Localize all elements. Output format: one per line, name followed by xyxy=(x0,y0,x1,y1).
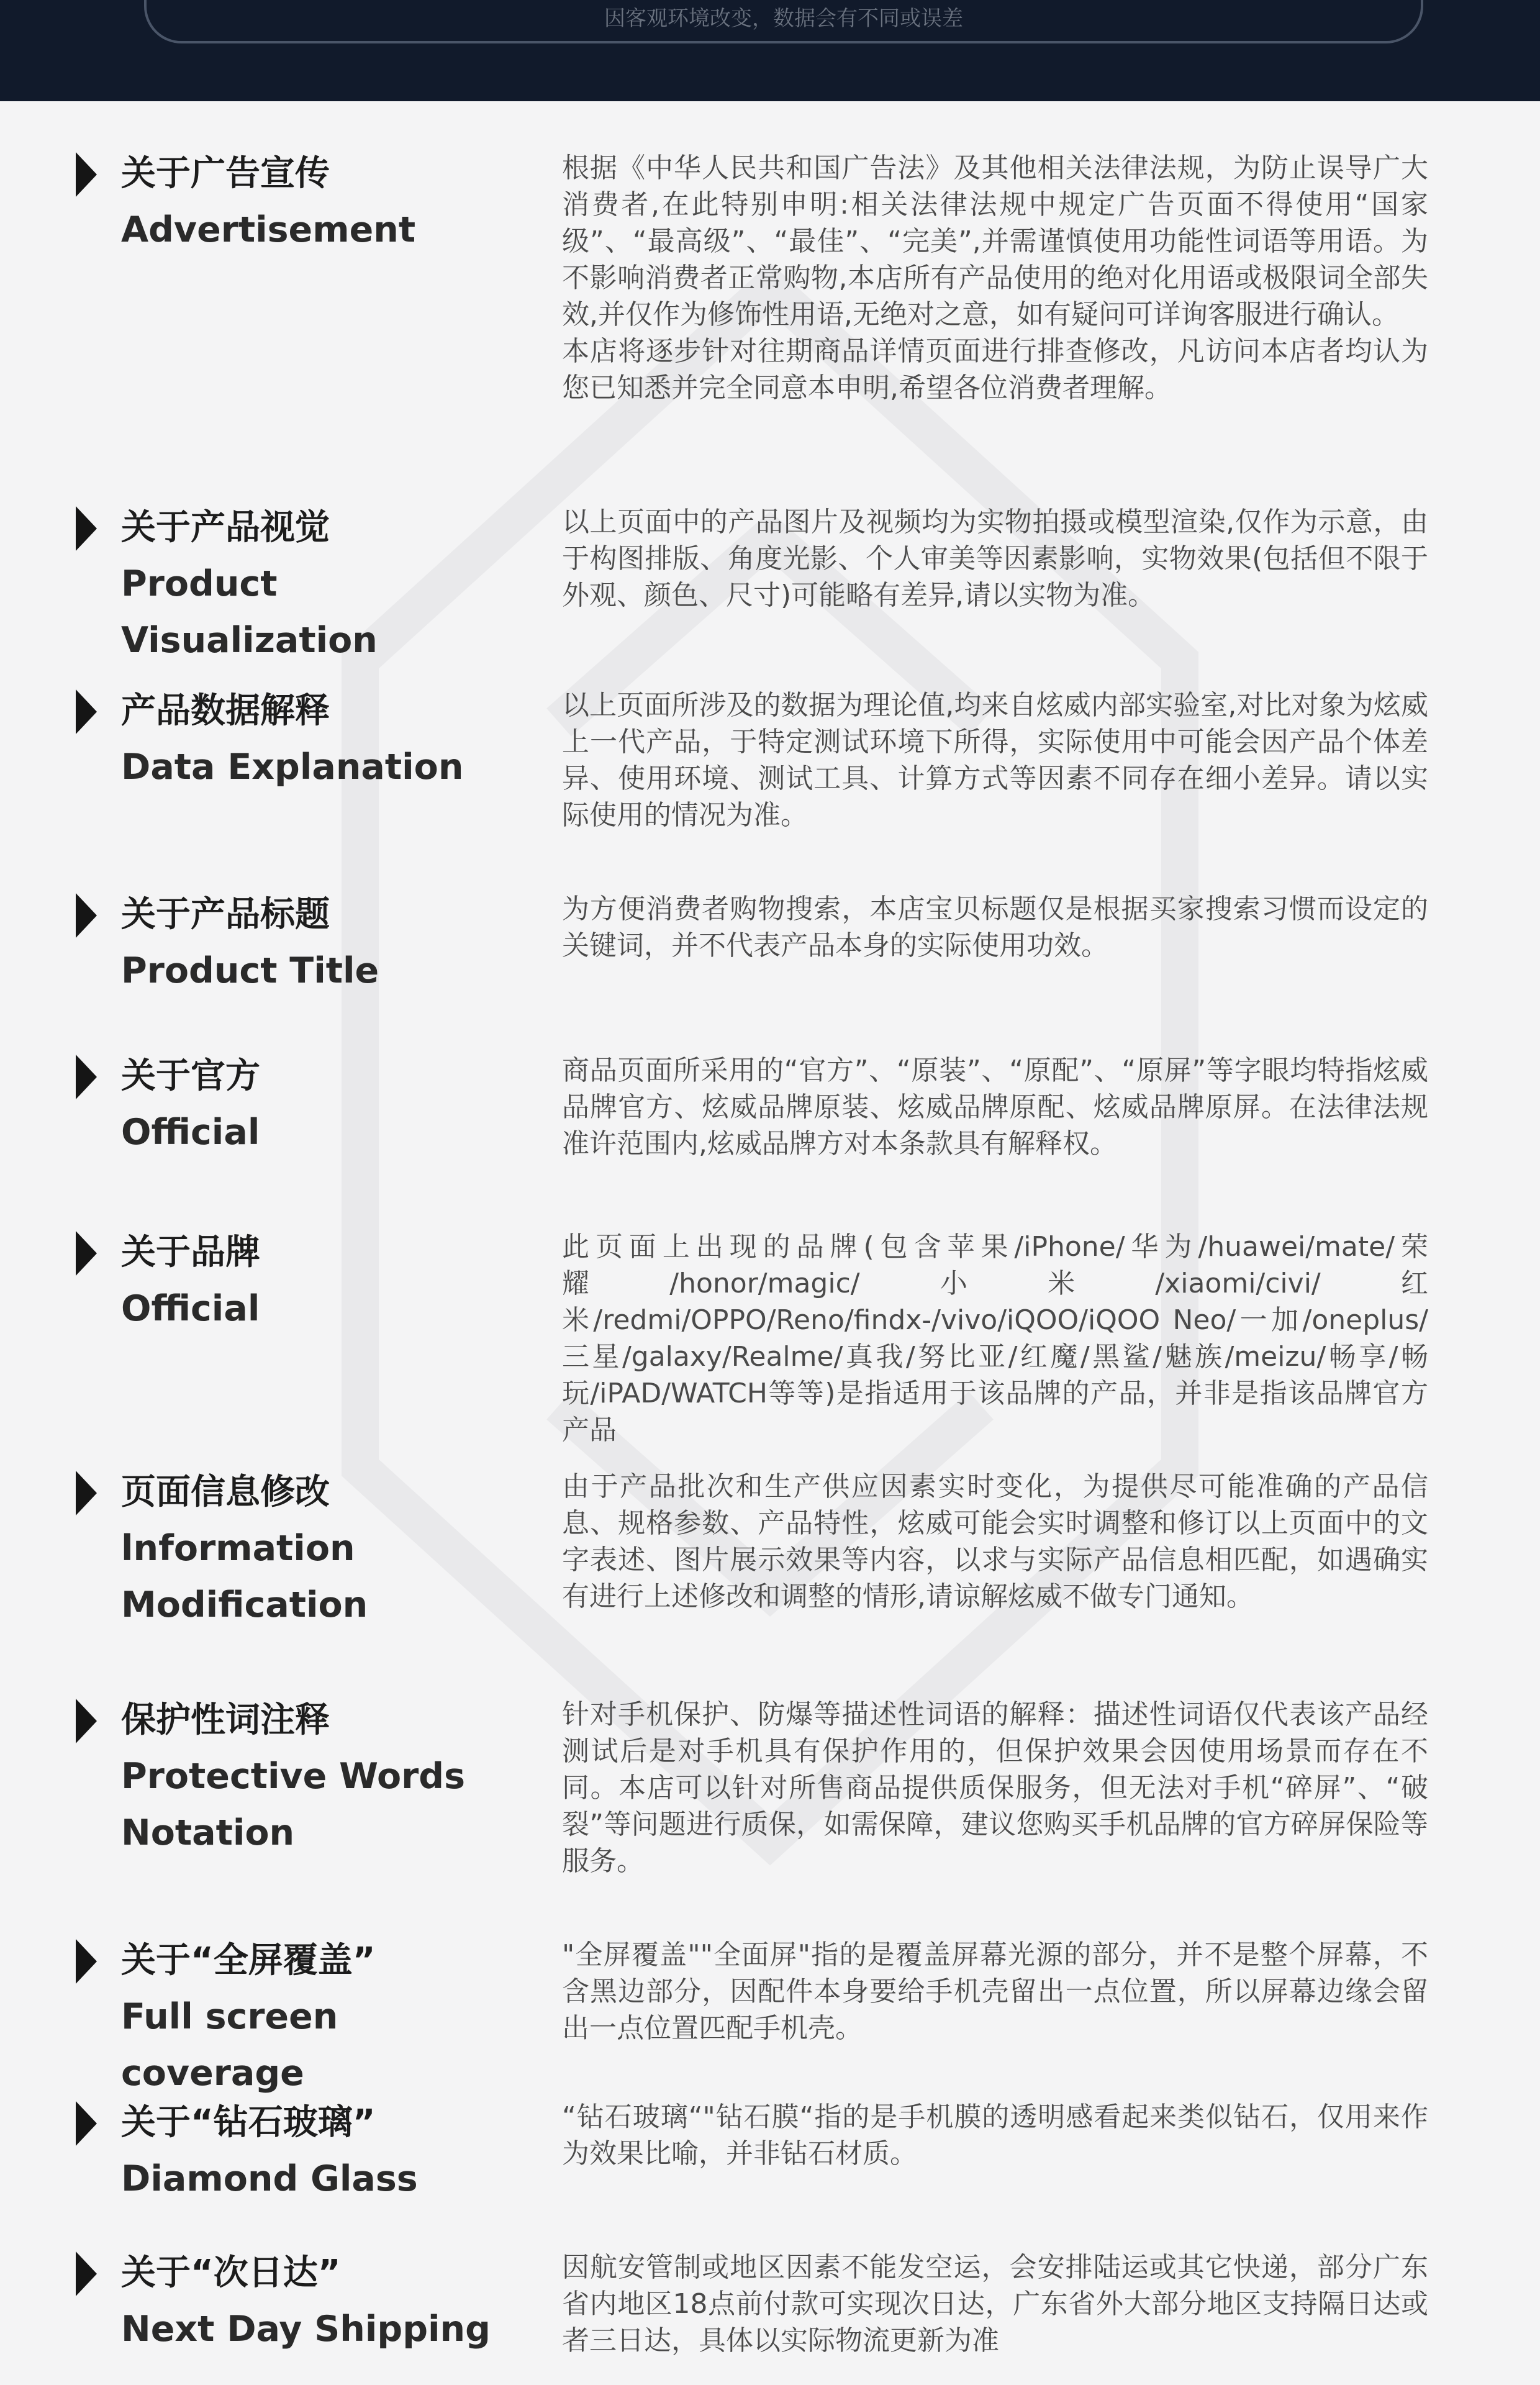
section-title-en: Official xyxy=(121,1288,260,1329)
section-title-en: Protective Words Notation xyxy=(121,1756,466,1853)
triangle-bullet-icon xyxy=(76,1055,97,1099)
section-title-cn: 关于品牌 xyxy=(121,1232,260,1273)
section-title-cn: 产品数据解释 xyxy=(121,691,330,731)
triangle-bullet-icon xyxy=(76,506,97,551)
section-body: 此页面上出现的品牌(包含苹果/iPhone/华为/huawei/mate/荣耀/honor/magic/小米/xiaomi/civi/红米/redmi/OPPO/Reno/findx-/vivo/iQOO/iQOO Neo/一加/oneplus/三星/galaxy/Realme/真我/努比亚/红魔/黑鲨/魅族/meizu/畅享/畅玩/iPAD/WATCH等等)是指适用于该品牌的产品，并非是指该品牌官方产品 xyxy=(562,1231,1428,1446)
triangle-bullet-icon xyxy=(76,152,97,197)
section-title-cn: 关于广告宣传 xyxy=(121,153,330,194)
section-title-en: Next Day Shipping xyxy=(121,2309,491,2350)
triangle-bullet-icon xyxy=(76,1939,97,1984)
triangle-bullet-icon xyxy=(76,2101,97,2146)
section-title-en: Product Visualization xyxy=(121,563,378,661)
section-title-cn: 关于“次日达” xyxy=(121,2253,341,2293)
triangle-bullet-icon xyxy=(76,1231,97,1276)
section-body: 针对手机保护、防爆等描述性词语的解释：描述性词语仅代表该产品经测试后是对手机具有保护作用的，但保护效果会因使用场景而存在不同。本店可以针对所售商品提供质保服务，但无法对手机“碎屏”、“破裂”等问题进行质保，如需保障，建议您购买手机品牌的官方碎屏保险等服务。 xyxy=(562,1699,1428,1877)
triangle-bullet-icon xyxy=(76,1699,97,1743)
section-body: 为方便消费者购物搜索，本店宝贝标题仅是根据买家搜索习惯而设定的关键词，并不代表产品本身的实际使用功效。 xyxy=(562,893,1428,961)
section-title-cn: 关于产品视觉 xyxy=(121,507,330,548)
section-body: “钻石玻璃“"钻石膜“指的是手机膜的透明感看起来类似钻石，仅用来作为效果比喻，并非钻石材质。 xyxy=(562,2101,1428,2169)
section-title-en: Data Explanation xyxy=(121,747,464,788)
section-title-cn: 关于“全屏覆盖” xyxy=(121,1940,376,1981)
triangle-bullet-icon xyxy=(76,2251,97,2296)
section-body: 根据《中华人民共和国广告法》及其他相关法律法规，为防止误导广大消费者,在此特别申明:相关法律法规中规定广告页面不得使用“国家级”、“最高级”、“最佳”、“完美”,并需谨慎使用功能性词语等用语。为不影响消费者正常购物,本店所有产品使用的绝对化用语或极限词全部失效,并仅作为修饰性用语,无绝对之意，如有疑问可详询客服进行确认。 本店将逐步针对往期商品详情页面进行排查修改，凡访问本店者均认为您已知悉并完全同意本申明,希望各位消费者理解。 xyxy=(562,152,1428,404)
section-body: 由于产品批次和生产供应因素实时变化，为提供尽可能准确的产品信息、规格参数、产品特性，炫威可能会实时调整和修订以上页面中的文字表述、图片展示效果等内容，以求与实际产品信息相匹配，如遇确实有进行上述修改和调整的情形,请谅解炫威不做专门通知。 xyxy=(562,1471,1428,1612)
section-title-en: Advertisement xyxy=(121,209,416,250)
section-body: 商品页面所采用的“官方”、“原装”、“原配”、“原屏”等字眼均特指炫威品牌官方、炫威品牌原装、炫威品牌原配、炫威品牌原屏。在法律法规准许范围内,炫威品牌方对本条款具有解释权。 xyxy=(562,1055,1428,1160)
header-note: 因客观环境改变，数据会有不同或误差 xyxy=(604,6,963,31)
triangle-bullet-icon xyxy=(76,1471,97,1515)
section-body: "全屏覆盖""全面屏"指的是覆盖屏幕光源的部分，并不是整个屏幕，不含黑边部分，因配件本身要给手机壳留出一点位置，所以屏幕边缘会留出一点位置匹配手机壳。 xyxy=(562,1939,1428,2044)
section-title-cn: 关于“钻石玻璃” xyxy=(121,2102,376,2143)
triangle-bullet-icon xyxy=(76,689,97,734)
section-title-cn: 页面信息修改 xyxy=(121,1472,330,1512)
section-title-cn: 关于官方 xyxy=(121,1056,260,1096)
triangle-bullet-icon xyxy=(76,893,97,938)
section-body: 因航安管制或地区因素不能发空运，会安排陆运或其它快递，部分广东省内地区18点前付款可实现次日达，广东省外大部分地区支持隔日达或者三日达，具体以实际物流更新为准 xyxy=(562,2251,1428,2356)
section-title-en: lnformation Modification xyxy=(121,1528,368,1625)
section-body: 以上页面所涉及的数据为理论值,均来自炫威内部实验室,对比对象为炫威上一代产品，于特定测试环境下所得，实际使用中可能会因产品个体差异、使用环境、测试工具、计算方式等因素不同存在细小差异。请以实际使用的情况为准。 xyxy=(562,689,1428,831)
section-title-en: Full screen coverage xyxy=(121,1996,338,2094)
section-body: 以上页面中的产品图片及视频均为实物拍摄或模型渲染,仅作为示意，由于构图排版、角度光影、个人审美等因素影响，实物效果(包括但不限于外观、颜色、尺寸)可能略有差异,请以实物为准。 xyxy=(562,506,1428,611)
section-title-cn: 保护性词注释 xyxy=(121,1700,330,1740)
section-title-en: Product Title xyxy=(121,950,379,991)
section-title-en: Diamond Glass xyxy=(121,2158,418,2199)
section-title-en: Official xyxy=(121,1112,260,1153)
section-title-cn: 关于产品标题 xyxy=(121,894,330,935)
